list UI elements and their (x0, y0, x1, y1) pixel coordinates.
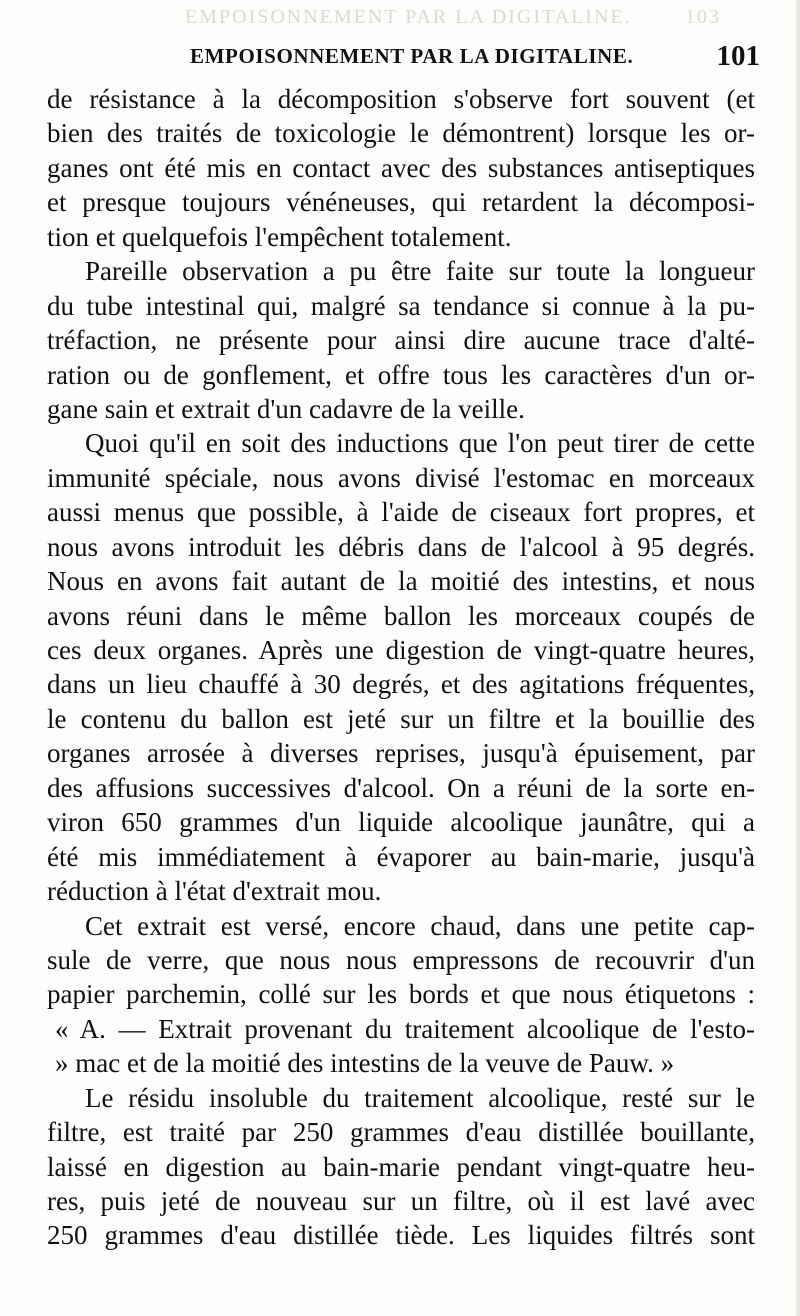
body-text (47, 82, 755, 1253)
text-line: avons réuni dans le même ballon les morceaux coupés de (47, 600, 755, 631)
running-title: EMPOISONNEMENT PAR LA DIGITALINE. (190, 44, 634, 68)
text-line: du tube intestinal qui, malgré sa tendance si connue à la pu- (47, 290, 755, 321)
text-line: Le résidu insoluble du traitement alcoolique, resté sur le (85, 1082, 755, 1113)
text-line: Nous en avons fait autant de la moitié des intestins, et nous (47, 566, 755, 597)
text-line: filtre, est traité par 250 grammes d'eau distillée bouillante, (47, 1117, 755, 1148)
text-line: bien des traités de toxicologie le démontrent) lorsque les or- (47, 118, 755, 149)
text-line: » mac et de la moitié des intestins de la veuve de Pauw. » (55, 1048, 675, 1079)
text-line: gane sain et extrait d'un cadavre de la veille. (47, 393, 525, 424)
text-line: ces deux organes. Après une digestion de vingt-quatre heures, (47, 635, 755, 665)
page-edge (796, 0, 800, 1316)
text-line: laissé en digestion au bain-marie pendant vingt-quatre heu- (47, 1151, 755, 1182)
text-line: Pareille observation a pu être faite sur toute la longueur (85, 256, 755, 287)
text-line: ration ou de gonflement, et offre tous les caractères d'un or- (47, 359, 755, 390)
text-line: de résistance à la décomposition s'observe fort souvent (et (47, 84, 755, 114)
text-line: tréfaction, ne présente pour ainsi dire aucune trace d'alté- (47, 325, 755, 356)
text-line: ganes ont été mis en contact avec des substances antiseptiques (47, 152, 755, 183)
bleed-through-title: EMPOISONNEMENT PAR LA DIGITALINE. (185, 6, 632, 28)
bleed-through-page-number: 103 (685, 6, 721, 28)
text-line: viron 650 grammes d'un liquide alcoolique jaunâtre, qui a (47, 807, 755, 838)
text-line: Quoi qu'il en soit des inductions que l'on peut tirer de cette (85, 428, 755, 459)
text-line: Cet extrait est versé, encore chaud, dans une petite cap- (85, 910, 755, 941)
page-header (170, 40, 760, 78)
text-line: immunité spéciale, nous avons divisé l'estomac en morceaux (47, 462, 755, 493)
text-line: réduction à l'état d'extrait mou. (47, 876, 382, 907)
text-line: aussi menus que possible, à l'aide de ciseaux fort propres, et (47, 497, 755, 528)
text-line: res, puis jeté de nouveau sur un filtre, où il est lavé avec (47, 1186, 755, 1216)
text-line: organes arrosée à diverses reprises, jusqu'à épuisement, par (47, 738, 755, 769)
text-line: le contenu du ballon est jeté sur un filtre et la bouillie des (47, 703, 755, 734)
page-number: 101 (716, 40, 760, 72)
text-line: nous avons introduit les débris dans de l'alcool à 95 degrés. (47, 531, 755, 562)
text-line: 250 grammes d'eau distillée tiède. Les liquides filtrés sont (47, 1220, 755, 1251)
text-line: des affusions successives d'alcool. On a réuni de la sorte en- (47, 772, 755, 803)
text-line: « A. — Extrait provenant du traitement alcoolique de l'esto- (55, 1013, 755, 1044)
bleed-through-header (185, 6, 721, 29)
text-line: dans un lieu chauffé à 30 degrés, et des agitations fréquentes, (47, 669, 755, 700)
text-line: papier parchemin, collé sur les bords et que nous étiquetons : (47, 979, 755, 1010)
text-line: sule de verre, que nous nous empressons de recouvrir d'un (47, 944, 755, 975)
text-line: et presque toujours vénéneuses, qui retardent la décomposi- (47, 187, 755, 218)
text-line: été mis immédiatement à évaporer au bain-marie, jusqu'à (47, 841, 755, 872)
text-line: tion et quelquefois l'empêchent totalement. (47, 221, 512, 252)
